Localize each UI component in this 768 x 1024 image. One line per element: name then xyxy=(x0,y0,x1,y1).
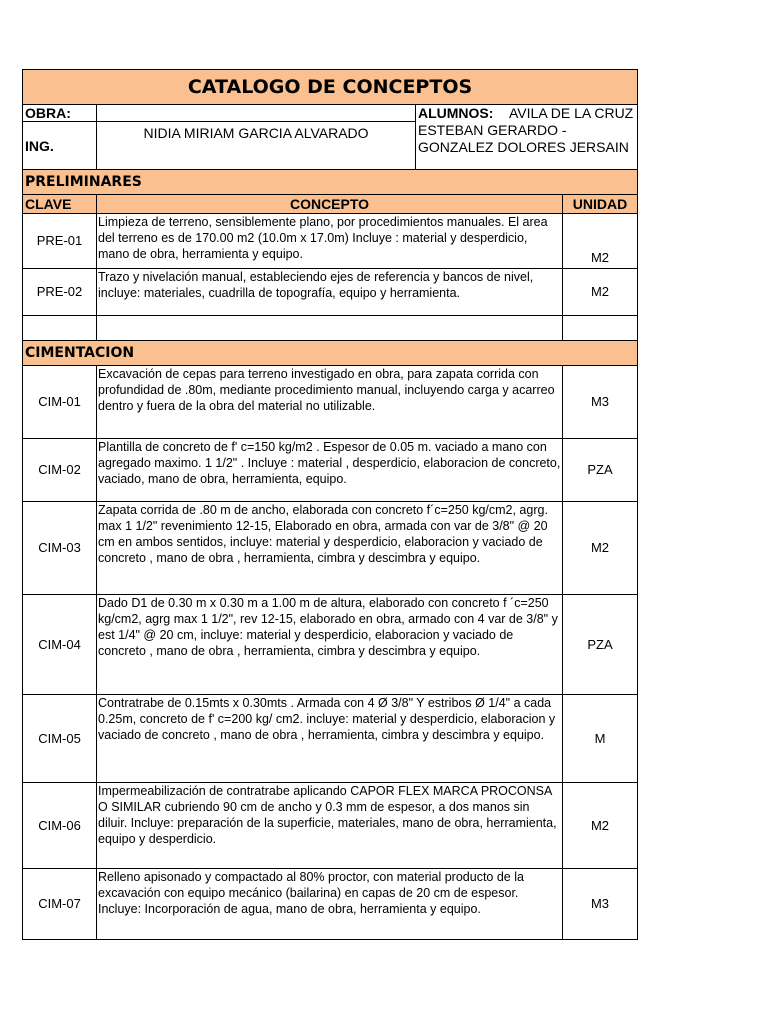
clave-cell: CIM-03 xyxy=(23,502,97,595)
ing-label: ING. xyxy=(23,122,97,170)
unidad-cell: M2 xyxy=(563,214,638,269)
unidad-cell xyxy=(563,316,638,341)
clave-cell: CIM-05 xyxy=(23,695,97,783)
alumnos-cell xyxy=(416,105,638,170)
concepto-cell: Zapata corrida de .80 m de ancho, elaborada con concreto f´c=250 kg/cm2, agrg. max 1 1/2" revenimiento 12-15, Elaborado en obra, armada con var de 3/8" @ 20 cm en ambos sentidos, incluye: material y desperdicio, elaboracion y vaciado de concreto , mano de obra , herramienta, cimbra y descimbra y equipo. xyxy=(97,502,563,595)
concepto-cell: Trazo y nivelación manual, estableciendo ejes de referencia y bancos de nivel, incluye: materiales, cuadrilla de topografía, equipo y herramienta. xyxy=(97,269,563,316)
unidad-cell: PZA xyxy=(563,439,638,502)
obra-value xyxy=(97,105,416,122)
clave-cell: CIM-06 xyxy=(23,783,97,869)
clave-cell: CIM-07 xyxy=(23,869,97,940)
engineer-name: NIDIA MIRIAM GARCIA ALVARADO xyxy=(97,122,416,170)
table-row xyxy=(23,269,638,316)
concept-catalog-sheet xyxy=(22,69,637,940)
unidad-cell: PZA xyxy=(563,595,638,695)
unidad-cell: M3 xyxy=(563,869,638,940)
unidad-cell: M2 xyxy=(563,783,638,869)
clave-cell: PRE-01 xyxy=(23,214,97,269)
table-row xyxy=(23,595,638,695)
table-row xyxy=(23,502,638,595)
unidad-cell: M2 xyxy=(563,502,638,595)
section-header-preliminares: PRELIMINARES xyxy=(23,170,638,195)
concepto-cell: Impermeabilización de contratrabe aplicando CAPOR FLEX MARCA PROCONSA O SIMILAR cubriendo 90 cm de ancho y 0.3 mm de espesor, a dos manos sin diluir. Incluye: preparación de la superficie, materiales, mano de obra, herramienta, equipo y desperdicio. xyxy=(97,783,563,869)
clave-cell: CIM-01 xyxy=(23,366,97,439)
concepto-cell: Plantilla de concreto de f' c=150 kg/m2 . Espesor de 0.05 m. vaciado a mano con agregado maximo. 1 1/2" . Incluye : material , desperdicio, elaboracion de concreto, vaciado, mano de obra, herramienta, equipo. xyxy=(97,439,563,502)
concepto-cell: Limpieza de terreno, sensiblemente plano, por procedimientos manuales. El area del terreno es de 170.00 m2 (10.0m x 17.0m) Incluye : material y desperdicio, mano de obra, herramienta y equipo. xyxy=(97,214,563,269)
concepto-cell: Dado D1 de 0.30 m x 0.30 m a 1.00 m de altura, elaborado con concreto f ´c=250 kg/cm2, agrg max 1 1/2", rev 12-15, elaborado en obra, armado con 4 var de 3/8" y est 1/4" @ 20 cm, incluye: material y desperdicio, elaboracion y vaciado de concreto , mano de obra , herramienta, cimbra y descimbra y equipo. xyxy=(97,595,563,695)
column-header-concepto: CONCEPTO xyxy=(97,195,563,214)
section-header-cimentacion: CIMENTACION xyxy=(23,341,638,366)
table-row xyxy=(23,869,638,940)
catalog-table xyxy=(22,69,638,940)
concepto-cell xyxy=(97,316,563,341)
alumnos-value: AVILA DE LA CRUZ ESTEBAN GERARDO - GONZALEZ DOLORES JERSAIN xyxy=(418,105,634,153)
table-row xyxy=(23,366,638,439)
concepto-cell: Relleno apisonado y compactado al 80% proctor, con material producto de la excavación con equipo mecánico (bailarina) en capas de 20 cm de espesor. Incluye: Incorporación de agua, mano de obra, herramienta y equipo. xyxy=(97,869,563,940)
obra-label: OBRA: xyxy=(23,105,97,122)
unidad-cell: M2 xyxy=(563,269,638,316)
table-row xyxy=(23,783,638,869)
column-header-unidad: UNIDAD xyxy=(563,195,638,214)
clave-cell: CIM-02 xyxy=(23,439,97,502)
catalog-title: CATALOGO DE CONCEPTOS xyxy=(23,70,638,105)
alumnos-label: ALUMNOS: xyxy=(418,105,494,121)
clave-cell xyxy=(23,316,97,341)
table-row xyxy=(23,316,638,341)
unidad-cell: M3 xyxy=(563,366,638,439)
table-row xyxy=(23,214,638,269)
concepto-cell: Excavación de cepas para terreno investigado en obra, para zapata corrida con profundidad de .80m, mediante procedimiento manual, incluyendo carga y acarreo dentro y fuera de la obra del material no utilizable. xyxy=(97,366,563,439)
clave-cell: PRE-02 xyxy=(23,269,97,316)
table-row xyxy=(23,439,638,502)
concepto-cell: Contratrabe de 0.15mts x 0.30mts . Armada con 4 Ø 3/8" Y estribos Ø 1/4" a cada 0.25m, concreto de f' c=200 kg/ cm2. incluye: material y desperdicio, elaboracion y vaciado de concreto , mano de obra , herramienta, cimbra y descimbra y equipo. xyxy=(97,695,563,783)
unidad-cell: M xyxy=(563,695,638,783)
table-row xyxy=(23,695,638,783)
column-header-clave: CLAVE xyxy=(23,195,97,214)
clave-cell: CIM-04 xyxy=(23,595,97,695)
